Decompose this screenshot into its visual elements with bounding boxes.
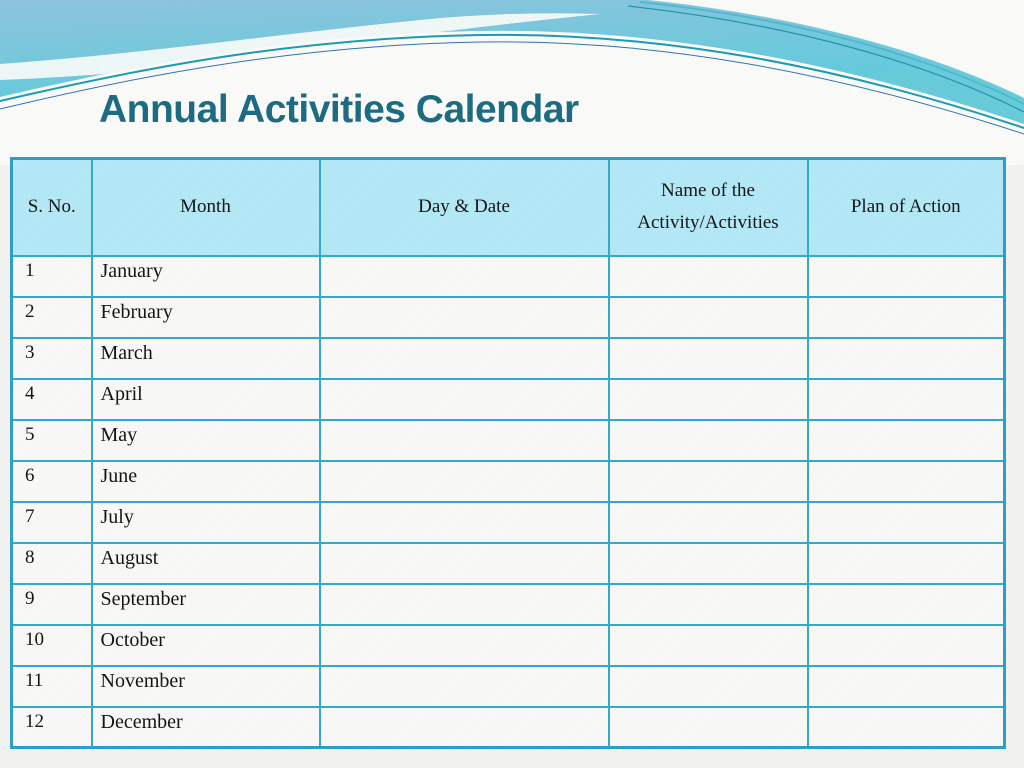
- cell-plan: [808, 297, 1005, 338]
- table-row: [12, 338, 1005, 379]
- cell-activity: [609, 707, 808, 748]
- cell-day_date: [320, 666, 609, 707]
- cell-activity: [609, 297, 808, 338]
- cell-activity: [609, 256, 808, 297]
- cell-month: November: [92, 666, 320, 707]
- cell-month: June: [92, 461, 320, 502]
- cell-activity: [609, 584, 808, 625]
- table-row: [12, 666, 1005, 707]
- table-row: [12, 420, 1005, 461]
- cell-sno: 5: [12, 420, 92, 461]
- cell-activity: [609, 502, 808, 543]
- cell-day_date: [320, 543, 609, 584]
- cell-plan: [808, 543, 1005, 584]
- cell-activity: [609, 625, 808, 666]
- cell-plan: [808, 625, 1005, 666]
- column-header-month: Month: [92, 159, 320, 256]
- cell-plan: [808, 502, 1005, 543]
- cell-plan: [808, 420, 1005, 461]
- cell-month: July: [92, 502, 320, 543]
- cell-plan: [808, 461, 1005, 502]
- cell-day_date: [320, 625, 609, 666]
- cell-day_date: [320, 707, 609, 748]
- page-title: Annual Activities Calendar: [99, 88, 579, 131]
- annual-activities-table: [10, 157, 1006, 749]
- cell-sno: 8: [12, 543, 92, 584]
- cell-plan: [808, 584, 1005, 625]
- cell-sno: 11: [12, 666, 92, 707]
- cell-sno: 12: [12, 707, 92, 748]
- cell-plan: [808, 707, 1005, 748]
- header-wave-graphic: [0, 0, 1024, 165]
- cell-plan: [808, 338, 1005, 379]
- table-row: [12, 297, 1005, 338]
- cell-day_date: [320, 420, 609, 461]
- cell-activity: [609, 338, 808, 379]
- cell-activity: [609, 461, 808, 502]
- table-row: [12, 707, 1005, 748]
- table-header-row: [12, 159, 1005, 256]
- column-header-activity: Name of the Activity/Activities: [609, 159, 808, 256]
- cell-month: April: [92, 379, 320, 420]
- cell-sno: 7: [12, 502, 92, 543]
- cell-day_date: [320, 338, 609, 379]
- cell-sno: 3: [12, 338, 92, 379]
- cell-sno: 9: [12, 584, 92, 625]
- cell-plan: [808, 379, 1005, 420]
- cell-month: December: [92, 707, 320, 748]
- cell-sno: 10: [12, 625, 92, 666]
- table-row: [12, 625, 1005, 666]
- cell-activity: [609, 666, 808, 707]
- table-row: [12, 461, 1005, 502]
- cell-sno: 6: [12, 461, 92, 502]
- cell-sno: 2: [12, 297, 92, 338]
- table-row: [12, 502, 1005, 543]
- cell-day_date: [320, 461, 609, 502]
- cell-sno: 1: [12, 256, 92, 297]
- cell-day_date: [320, 379, 609, 420]
- cell-day_date: [320, 256, 609, 297]
- column-header-sno: S. No.: [12, 159, 92, 256]
- cell-plan: [808, 666, 1005, 707]
- cell-month: May: [92, 420, 320, 461]
- cell-month: September: [92, 584, 320, 625]
- table-row: [12, 379, 1005, 420]
- table-row: [12, 543, 1005, 584]
- cell-activity: [609, 379, 808, 420]
- cell-month: October: [92, 625, 320, 666]
- cell-sno: 4: [12, 379, 92, 420]
- cell-month: January: [92, 256, 320, 297]
- table-row: [12, 584, 1005, 625]
- table-row: [12, 256, 1005, 297]
- cell-day_date: [320, 297, 609, 338]
- cell-activity: [609, 543, 808, 584]
- table-body: [12, 256, 1005, 748]
- cell-month: February: [92, 297, 320, 338]
- cell-activity: [609, 420, 808, 461]
- cell-plan: [808, 256, 1005, 297]
- cell-month: March: [92, 338, 320, 379]
- column-header-plan: Plan of Action: [808, 159, 1005, 256]
- cell-day_date: [320, 502, 609, 543]
- cell-month: August: [92, 543, 320, 584]
- column-header-day_date: Day & Date: [320, 159, 609, 256]
- cell-day_date: [320, 584, 609, 625]
